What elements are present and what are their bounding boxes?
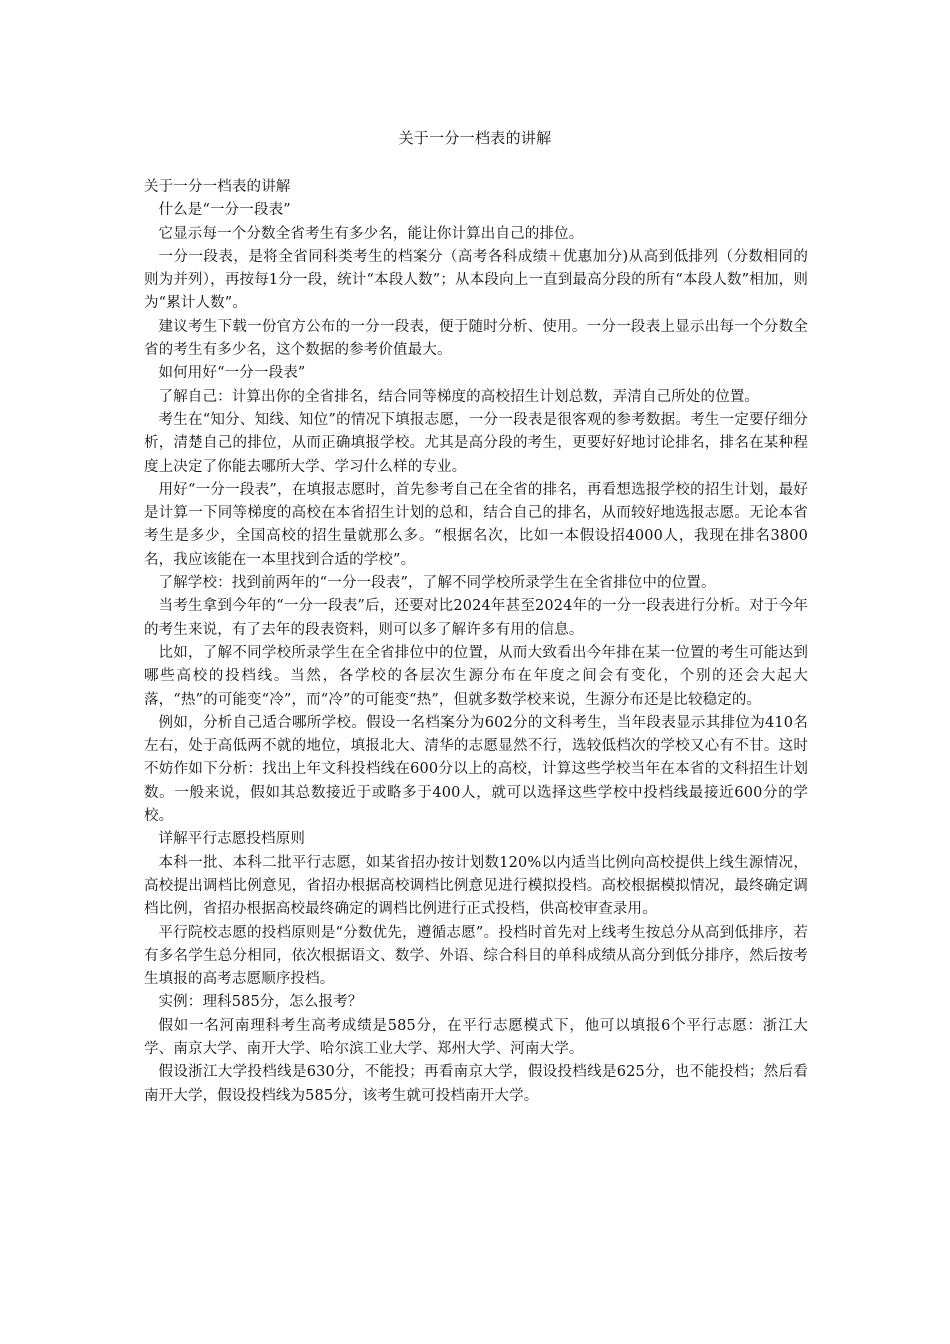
paragraph: 用好“一分一段表”，在填报志愿时，首先参考自己在全省的排名，再看想选报学校的招生计划，最好是计算一下同等梯度的高校在本省招生计划的总和，结合自己的排名，从而较好地选报志愿。无论本省考生是多少，全国高校的招生量就那么多。“根据名次，比如一本假设招4000人，我现在排名3800名，我应该能在一本里找到合适的学校”。 bbox=[144, 481, 808, 568]
body-heading: 关于一分一档表的讲解 bbox=[144, 179, 291, 195]
paragraph: 一分一段表，是将全省同科类考生的档案分（高考各科成绩＋优惠加分)从高到低排列（分数相同的则为并列），再按每1分一段，统计“本段人数”；从本段向上一直到最高分段的所有“本段人数”相加，则为“累计人数”。 bbox=[144, 248, 808, 312]
section-heading: 如何用好“一分一段表” bbox=[158, 365, 306, 382]
paragraph: 了解自己：计算出你的全省排名，结合同等梯度的高校招生计划总数，弄清自己所处的位置。 bbox=[158, 388, 760, 405]
paragraph: 它显示每一个分数全省考生有多少名，能让你计算出自己的排位。 bbox=[158, 225, 584, 242]
section-heading: 详解平行志愿投档原则 bbox=[158, 831, 305, 848]
document-body bbox=[144, 176, 808, 1108]
paragraph: 本科一批、本科二批平行志愿，如某省招办按计划数120%以内适当比例向高校提供上线生源情况，高校提出调档比例意见，省招办根据高校调档比例意见进行模拟投档。高校根据模拟情况，最终确定调档比例，省招办根据高校最终确定的调档比例进行正式投档，供高校审查录用。 bbox=[144, 854, 808, 918]
paragraph: 假如一名河南理科考生高考成绩是585分，在平行志愿模式下，他可以填报6个平行志愿：浙江大学、南京大学、南开大学、哈尔滨工业大学、郑州大学、河南大学。 bbox=[144, 1017, 808, 1057]
paragraph: 比如，了解不同学校所录学生在全省排位中的位置，从而大致看出今年排在某一位置的考生可能达到哪些高校的投档线。当然，各学校的各层次生源分布在年度之间会有变化，个别的还会大起大落，“热”的可能变“冷”，而“冷”的可能变“热”，但就多数学校来说，生源分布还是比较稳定的。 bbox=[144, 644, 808, 708]
paragraph: 考生在“知分、知线、知位”的情况下填报志愿，一分一段表是很客观的参考数据。考生一定要仔细分析，清楚自己的排位，从而正确填报学校。尤其是高分段的考生，更要好好地讨论排名，排名在某种程度上决定了你能去哪所大学、学习什么样的专业。 bbox=[144, 411, 808, 475]
paragraph: 了解学校：找到前两年的“一分一段表”，了解不同学校所录学生在全省排位中的位置。 bbox=[158, 575, 716, 592]
paragraph: 假设浙江大学投档线是630分，不能投；再看南京大学，假设投档线是625分，也不能投档；然后看南开大学，假设投档线为585分，该考生就可投档南开大学。 bbox=[144, 1064, 808, 1104]
paragraph: 平行院校志愿的投档原则是“分数优先，遵循志愿”。投档时首先对上线考生按总分从高到低排序，若有多名学生总分相同，依次根据语文、数学、外语、综合科目的单科成绩从高分到低分排序，然后按考生填报的高考志愿顺序投档。 bbox=[144, 924, 808, 988]
page-title: 关于一分一档表的讲解 bbox=[398, 129, 552, 147]
paragraph: 当考生拿到今年的“一分一段表”后，还要对比2024年甚至2024年的一分一段表进行分析。对于今年的考生来说，有了去年的段表资料，则可以多了解许多有用的信息。 bbox=[144, 598, 808, 638]
section-heading: 实例：理科585分，怎么报考？ bbox=[158, 994, 363, 1011]
section-heading: 什么是“一分一段表” bbox=[158, 202, 291, 219]
paragraph: 例如，分析自己适合哪所学校。假设一名档案分为602分的文科考生，当年段表显示其排位为410名左右，处于高低两不就的地位，填报北大、清华的志愿显然不行，选较低档次的学校又心有不甘。这时不妨作如下分析：找出上年文科投档线在600分以上的高校，计算这些学校当年在本省的文科招生计划数。一般来说，假如其总数接近于或略多于400人，就可以选择这些学校中投档线最接近600分的学校。 bbox=[144, 714, 808, 825]
paragraph: 建议考生下载一份官方公布的一分一段表，便于随时分析、使用。一分一段表上显示出每一个分数全省的考生有多少名，这个数据的参考价值最大。 bbox=[144, 318, 808, 359]
